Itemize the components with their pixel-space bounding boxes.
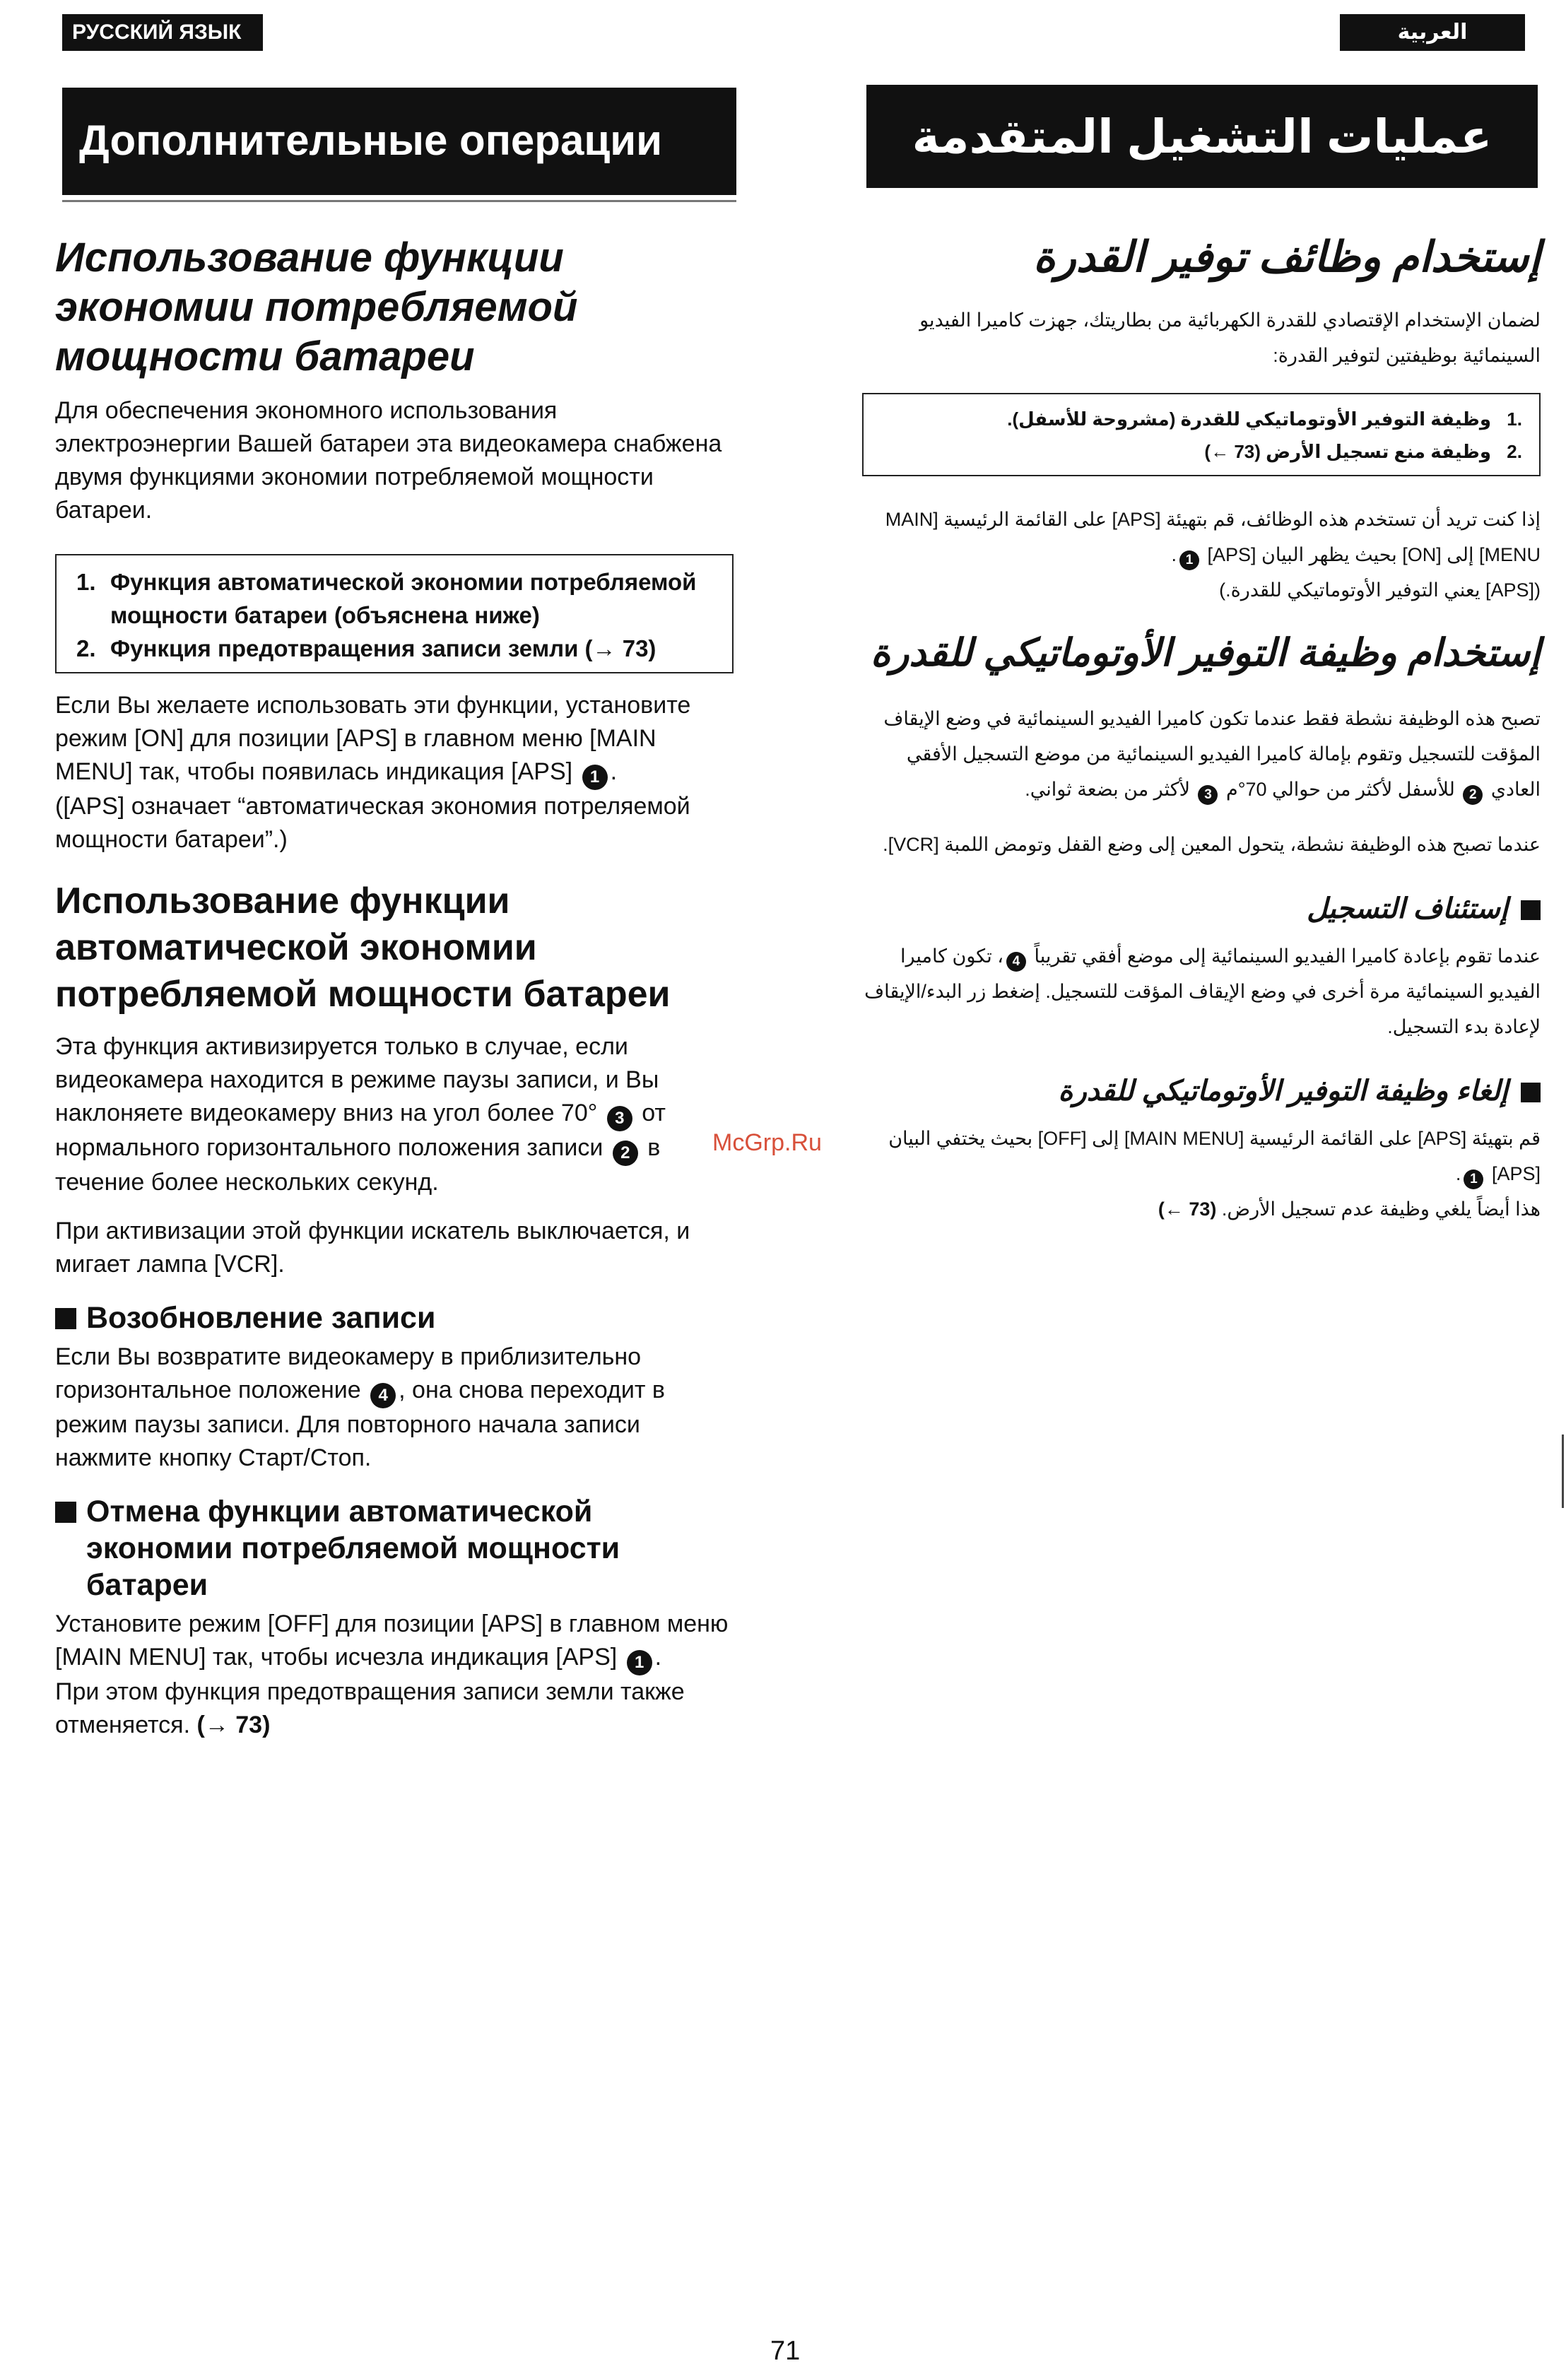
activation-text-1: تصبح هذه الوظيفة نشطة فقط عندما تكون كاميرا الفيديو السينمائية في وضع الإيقاف المؤقت للتسجيل وتقوم بإمالة كاميرا الفيديو السينمائية من موضع التسجيل الأفقي العادي — [883, 708, 1541, 800]
list-item — [76, 632, 718, 665]
list-text: Функция предотвращения записи земли (→ 73) — [110, 635, 657, 661]
list-number: .1 — [1507, 408, 1522, 430]
language-tag-russian: РУССКИЙ ЯЗЫК — [62, 14, 263, 51]
cancel-heading-arabic — [862, 1071, 1541, 1111]
circle-two-icon: 2 — [1463, 785, 1483, 805]
aps-note: ([APS] означает “автоматическая экономия потреляемой мощности батареи”.) — [55, 793, 690, 853]
functions-list-box-arabic — [862, 393, 1541, 476]
list-item — [878, 435, 1522, 468]
cancel-text-2: При этом функция предотвращения записи земли также отменяется. — [55, 1678, 685, 1738]
resume-heading-text: إستئناف التسجيل — [1307, 893, 1508, 924]
list-number: 2. — [76, 635, 96, 661]
square-bullet-icon — [1521, 1083, 1541, 1102]
resume-text-2: , она снова переходит в режим паузы записи. Для повторного начала записи нажмите кнопку Старт/Стоп. — [55, 1377, 665, 1471]
list-text: وظيفة منع تسجيل الأرض (73 ←) — [1204, 441, 1491, 462]
activation-text-1: Эта функция активизируется только в случае, если видеокамера находится в режиме паузы записи, и Вы наклоняете видеокамеру вниз на угол более 70° — [55, 1033, 659, 1126]
aps-note: ([APS] يعني التوفير الأوتوماتيكي للقدرة.) — [1219, 579, 1541, 601]
circle-one-icon: 1 — [1464, 1170, 1483, 1189]
activation-text-3: в течение более нескольких секунд. — [55, 1134, 661, 1196]
activation-text-3: لأكثر من بضعة ثواني. — [1025, 779, 1190, 800]
cancel-text-1: قم بتهيئة [APS] على القائمة الرئيسية [MAIN MENU] إلى [OFF] بحيث يختفي البيان [APS] — [888, 1128, 1541, 1184]
resume-paragraph — [55, 1341, 734, 1475]
cancel-text-2: هذا أيضاً يلغي وظيفة عدم تسجيل الأرض. — [1221, 1198, 1541, 1220]
cancel-heading-text: Отмена функции автоматической экономии потребляемой мощности батареи — [86, 1495, 620, 1602]
aps-paragraph: Если Вы желаете использовать эти функции, установите режим [ON] для позиции [APS] в главном меню [MAIN MENU] так, чтобы появилась индикация [APS] 1 . ([APS] означает “автоматическая экономия потреляемой мощности батареи”.) — [55, 692, 691, 853]
section-banner-arabic: عمليات التشغيل المتقدمة — [866, 85, 1538, 188]
vcr-paragraph: При активизации этой функции искатель выключается, и мигает лампа [VCR]. — [55, 1218, 690, 1278]
resume-text-1: Если Вы возвратите видеокамеру в приблизительно горизонтальное положение — [55, 1343, 642, 1403]
resume-heading-arabic — [862, 889, 1541, 929]
activation-text-2: للأسفل لأكثر من حوالي 70°م — [1226, 779, 1455, 800]
subtitle-arabic: إستخدام وظيفة التوفير الأوتوماتيكي للقدرة — [870, 632, 1541, 674]
cancel-heading-text: إلغاء وظيفة التوفير الأوتوماتيكي للقدرة — [1058, 1076, 1508, 1107]
list-text: وظيفة التوفير الأوتوماتيكي للقدرة (مشروحة للأسفل). — [1007, 408, 1491, 430]
watermark: McGrp.Ru — [712, 1129, 822, 1156]
activation-text-2: от нормального горизонтального положения записи — [55, 1100, 666, 1161]
vcr-paragraph-arabic: عندما تصبح هذه الوظيفة نشطة، يتحول المعين إلى وضع القفل وتومض اللمبة [VCR]. — [883, 834, 1541, 855]
resume-heading — [55, 1300, 734, 1336]
arabic-column — [862, 225, 1541, 1247]
circle-three-icon: 3 — [607, 1106, 632, 1131]
circle-four-icon: 4 — [1006, 952, 1026, 972]
square-bullet-icon — [1521, 900, 1541, 920]
circle-one-icon: 1 — [627, 1650, 652, 1675]
intro-paragraph: Для обеспечения экономного использования электроэнергии Вашей батареи эта видеокамера снабжена двумя функциями экономии потребляемой мощности батареи. — [55, 397, 722, 524]
square-bullet-icon — [55, 1308, 76, 1329]
intro-paragraph-arabic: لضمان الإستخدام الإقتصادي للقدرة الكهربائية من بطاريتك، جهزت كاميرا الفيديو السينمائية بوظيفتين لتوفير القدرة: — [919, 310, 1541, 366]
circle-four-icon: 4 — [370, 1383, 396, 1408]
circle-three-icon: 3 — [1198, 785, 1218, 805]
subtitle-russian: Использование функции автоматической экономии потребляемой мощности батареи — [55, 880, 671, 1015]
list-text: Функция автоматической экономии потребляемой мощности батареи (объяснена ниже) — [110, 569, 697, 628]
functions-list-box — [55, 554, 734, 673]
square-bullet-icon — [55, 1502, 76, 1523]
aps-paragraph-arabic: إذا كنت تريد أن تستخدم هذه الوظائف، قم بتهيئة [APS] على القائمة الرئيسية [MAIN MENU] إلى [ON] بحيث يظهر البيان [APS] 1. ([APS] يعني التوفير الأوتوماتيكي للقدرة.) — [885, 509, 1541, 601]
list-number: .2 — [1507, 441, 1522, 462]
circle-two-icon: 2 — [613, 1141, 638, 1166]
list-item — [878, 403, 1522, 435]
cancel-paragraph-arabic: قم بتهيئة [APS] على القائمة الرئيسية [MAIN MENU] إلى [OFF] بحيث يختفي البيان [APS] 1. هذا أيضاً يلغي وظيفة عدم تسجيل الأرض. (73 ←) — [888, 1128, 1541, 1220]
circle-one-icon: 1 — [1179, 550, 1199, 570]
language-tag-arabic: العربية — [1340, 14, 1525, 51]
list-item — [76, 565, 718, 632]
aps-text: إذا كنت تريد أن تستخدم هذه الوظائف، قم بتهيئة [APS] على القائمة الرئيسية [MAIN MENU] إلى [ON] بحيث يظهر البيان [APS] — [885, 509, 1541, 565]
page-edge-mark — [1562, 1435, 1564, 1508]
page-title-arabic: إستخدام وظائف توفير القدرة — [1033, 233, 1541, 281]
activation-paragraph — [55, 1030, 734, 1199]
resume-paragraph-arabic — [862, 938, 1541, 1044]
resume-text-2: ، تكون كاميرا الفيديو السينمائية مرة أخرى في وضع الإيقاف المؤقت للتسجيل. إضغط زر البدء/الإيقاف لإعادة بدء التسجيل. — [864, 945, 1541, 1037]
cancel-heading — [55, 1493, 734, 1603]
resume-heading-text: Возобновление записи — [86, 1301, 436, 1335]
circle-one-icon: 1 — [582, 765, 608, 790]
resume-text-1: عندما تقوم بإعادة كاميرا الفيديو السينمائية إلى موضع أفقي تقريباً — [1034, 945, 1541, 967]
page-reference: (73 ←) — [1158, 1198, 1217, 1220]
page-number: 71 — [770, 2336, 801, 2366]
section-banner-russian: Дополнительные операции — [62, 88, 736, 195]
list-number: 1. — [76, 569, 96, 595]
aps-text: Если Вы желаете использовать эти функции, установите режим [ON] для позиции [APS] в главном меню [MAIN MENU] так, чтобы появилась индикация [APS] — [55, 692, 691, 785]
russian-column — [55, 233, 734, 1757]
cancel-text-1: Установите режим [OFF] для позиции [APS] в главном меню [MAIN MENU] так, чтобы исчезла индикация [APS] — [55, 1610, 729, 1671]
page-reference: (→ 73) — [196, 1712, 271, 1738]
cancel-paragraph: Установите режим [OFF] для позиции [APS] в главном меню [MAIN MENU] так, чтобы исчезла индикация [APS] 1 . При этом функция предотвращения записи земли также отменяется. (→ 73) — [55, 1610, 729, 1738]
page-title-russian: Использование функции экономии потребляемой мощности батареи — [55, 235, 578, 379]
activation-paragraph-arabic — [862, 701, 1541, 807]
